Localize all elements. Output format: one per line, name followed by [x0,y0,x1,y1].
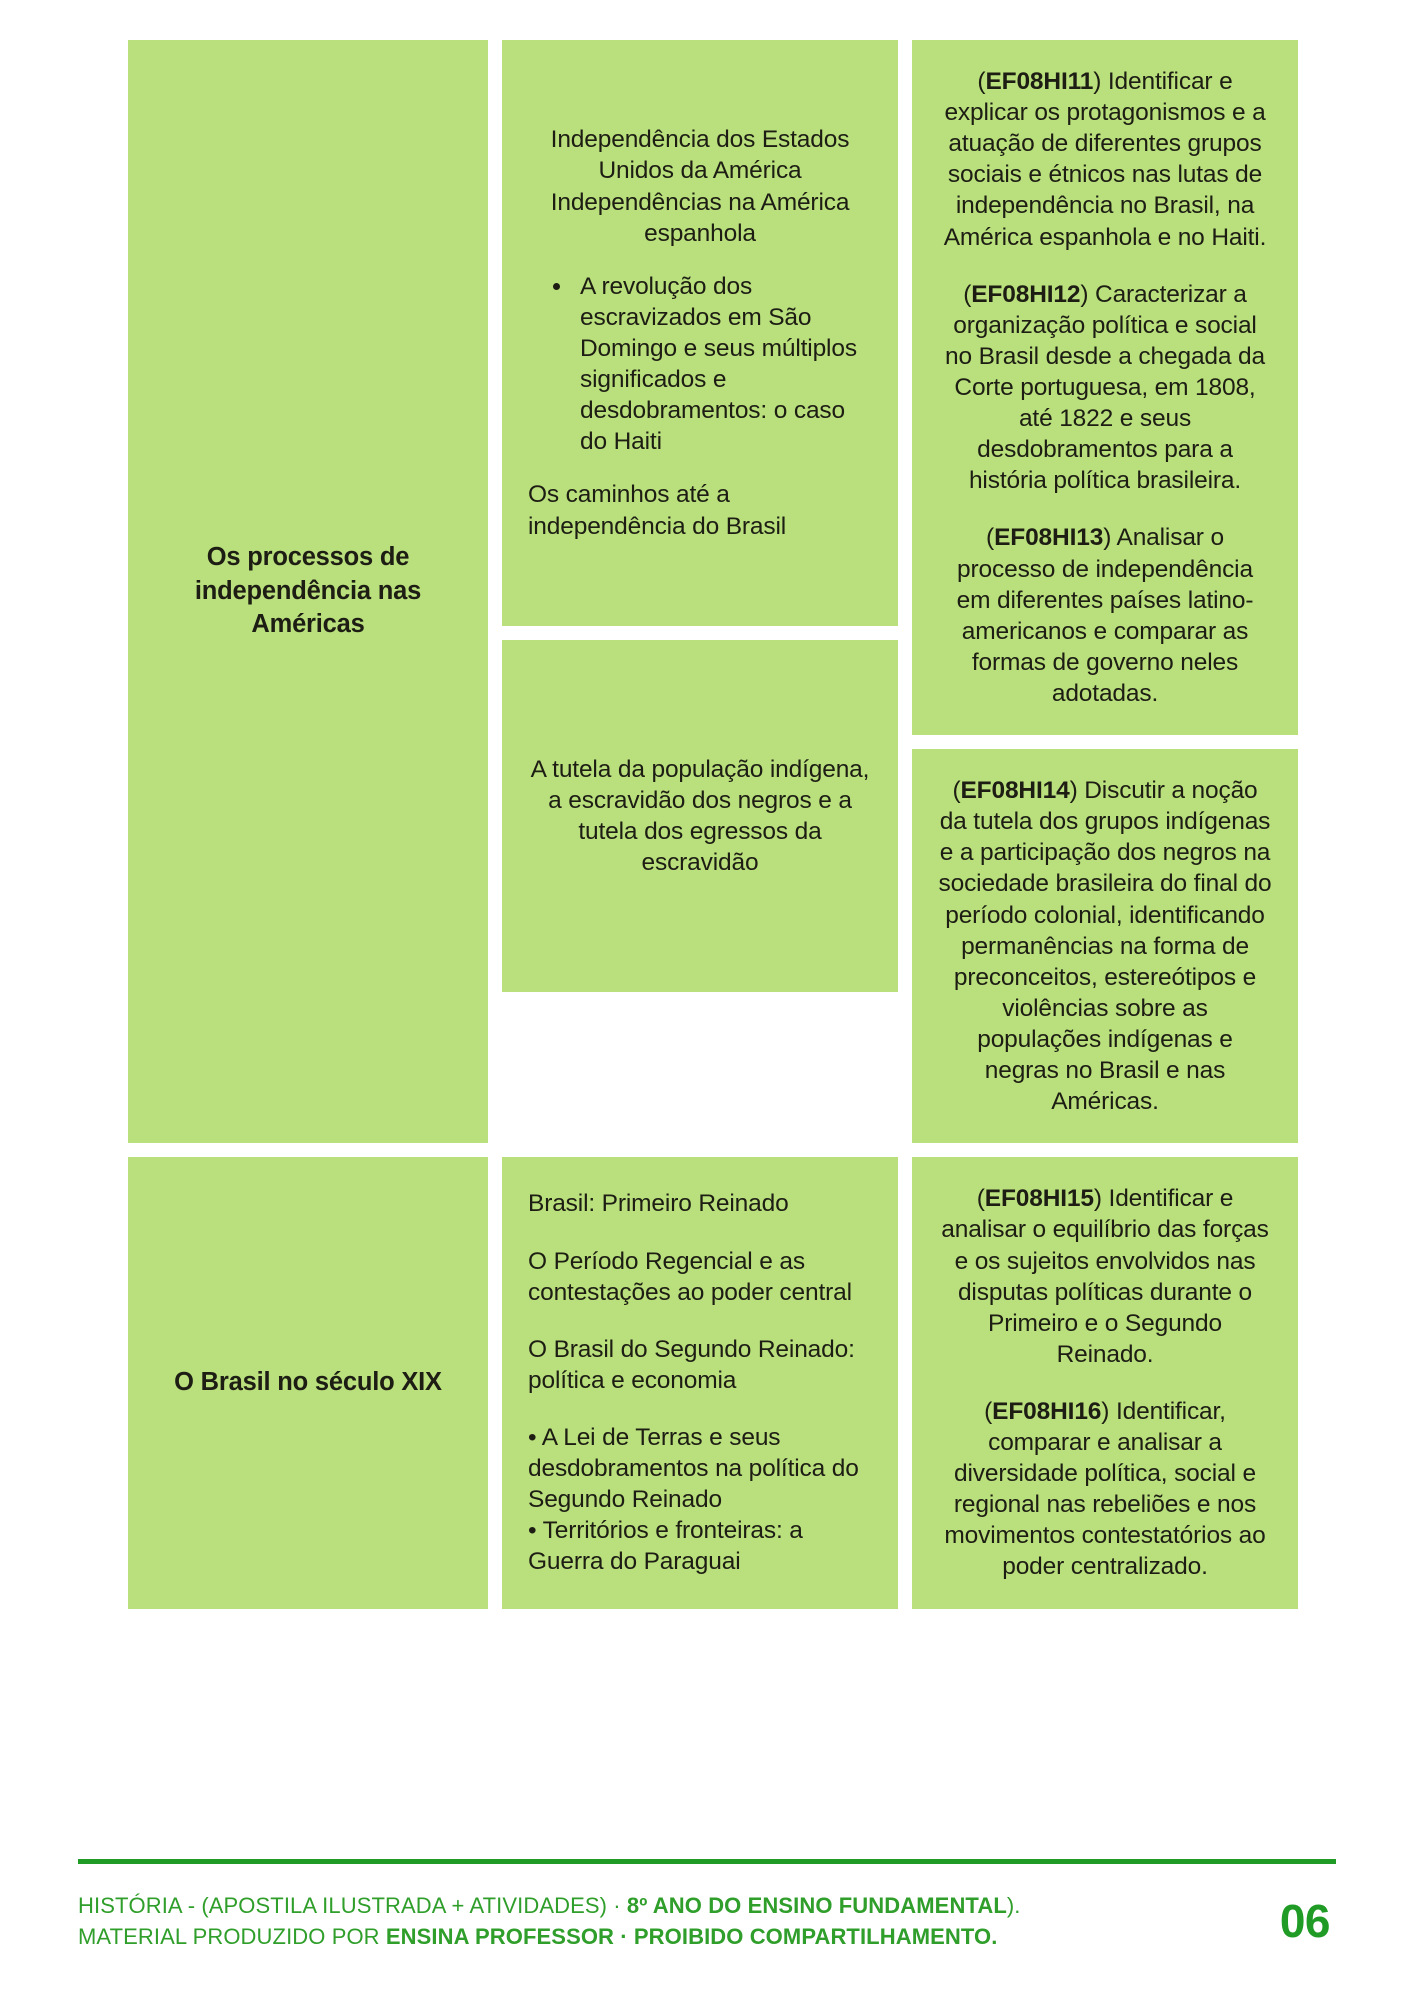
footer-line-1 [78,1890,1021,1921]
skill-item: (EF08HI11) Identificar e explicar os protagonismos e a atuação de diferentes grupos sociais e étnicos nas lutas de independência no Brasil, na América espanhola e no Haiti. [943,68,1267,251]
skill-code: EF08HI15 [984,1185,1094,1213]
skill-item: (EF08HI12) Caracterizar a organização política e social no Brasil desde a chegada da Corte portuguesa, em 1808, até 1822 e seus desdobramentos para a história política brasileira. [945,280,1265,495]
skills-cell [912,40,1298,735]
footer-line2-bold: ENSINA PROFESSOR · PROIBIDO COMPARTILHAMENTO. [385,1923,998,1949]
curriculum-table [128,40,1284,1609]
skill-item: (EF08HI15) Identificar e analisar o equilíbrio das forças e os sujeitos envolvidos nas disputas políticas durante o Primeiro e o Segundo Reinado. [941,1185,1269,1368]
skill-item: (EF08HI14) Discutir a noção da tutela dos grupos indígenas e a participação dos negros na sociedade brasileira do final do período colonial, identificando permanências na forma de preconceitos, estereótipos e violências sobre as populações indígenas e negras no Brasil e nas Américas. [938,777,1272,1116]
footer-line2-plain: MATERIAL PRODUZIDO POR [78,1923,386,1949]
footer-divider [78,1859,1336,1864]
list-item: • A revolução dos escravizados em São Domingo e seus múltiplos significados e desdobramentos: o caso do Haiti [574,271,872,458]
skill-code: EF08HI16 [992,1397,1102,1425]
footer-content [78,1890,1336,1952]
objects-paragraph: Brasil: Primeiro Reinado [528,1190,789,1218]
footer-line-2 [78,1921,1021,1952]
objects-cell [502,1157,898,1608]
skills-cell [912,1157,1298,1608]
table-row [128,1157,1284,1608]
skill-body: ) Identificar e explicar os protagonismos e a atuação de diferentes grupos sociais e étnicos nas lutas de independência no Brasil, na América espanhola e no Haiti. [943,68,1267,251]
theme-cell: Os processos de independência nas Américas [128,40,488,1143]
objects-paragraph: • A Lei de Terras e seus desdobramentos na política do Segundo Reinado [528,1423,859,1514]
skill-body: ) Caracterizar a organização política e social no Brasil desde a chegada da Corte portuguesa, em 1808, até 1822 e seus desdobramentos para a história política brasileira. [945,280,1265,495]
objects-cell [502,40,898,626]
objects-paragraph: • Territórios e fronteiras: a Guerra do Paraguai [528,1517,803,1576]
theme-cell: O Brasil no século XIX [128,1157,488,1608]
skill-body: ) Identificar, comparar e analisar a diversidade política, social e regional nas rebeliões e nos movimentos contestatórios ao poder centralizado. [944,1397,1266,1581]
skill-body: ) Discutir a noção da tutela dos grupos indígenas e a participação dos negros na sociedade brasileira do final do período colonial, identificando permanências na forma de preconceitos, estereótipos e violências sobre as populações indígenas e negras no Brasil e nas Américas. [938,777,1272,1116]
skill-item: (EF08HI13) Analisar o processo de independência em diferentes países latino-americanos e comparar as formas de governo neles adotadas. [956,524,1254,707]
objects-bullet-list [528,271,872,458]
page-number: 06 [1279,1894,1330,1947]
objects-column [502,40,898,1143]
table-row [128,40,1284,1143]
skill-body: ) Identificar e analisar o equilíbrio das forças e os sujeitos envolvidos nas disputas políticas durante o Primeiro e o Segundo Reinado. [941,1185,1269,1368]
objects-intro: Independência dos Estados Unidos da América Independências na América espanhola [550,126,850,247]
objects-paragraph: O Brasil do Segundo Reinado: política e economia [528,1335,855,1394]
skills-cell [912,749,1298,1143]
skill-body: ) Analisar o processo de independência em diferentes países latino-americanos e comparar as formas de governo neles adotadas. [956,524,1254,707]
skills-column [912,40,1298,1143]
objects-intro: A tutela da população indígena, a escravidão dos negros e a tutela dos egressos da escravidão [530,755,870,877]
footer-line1-bold: 8º ANO DO ENSINO FUNDAMENTAL [626,1892,1007,1918]
objects-paragraph: O Período Regencial e as contestações ao poder central [528,1247,852,1306]
skill-code: EF08HI11 [985,68,1094,95]
skill-code: EF08HI12 [971,280,1081,308]
skill-code: EF08HI13 [994,524,1104,552]
skill-item: (EF08HI16) Identificar, comparar e analisar a diversidade política, social e regional nas rebeliões e nos movimentos contestatórios ao poder centralizado. [944,1397,1266,1581]
skill-code: EF08HI14 [960,777,1070,805]
objects-cell [502,640,898,992]
footer-line1-plain-a: HISTÓRIA - (APOSTILA ILUSTRADA + ATIVIDADES) · [78,1892,627,1918]
footer-credits [78,1890,1021,1952]
page-footer [78,1859,1336,1952]
footer-line1-plain-b: ). [1006,1892,1021,1918]
objects-outro: Os caminhos até a independência do Brasil [528,481,787,540]
